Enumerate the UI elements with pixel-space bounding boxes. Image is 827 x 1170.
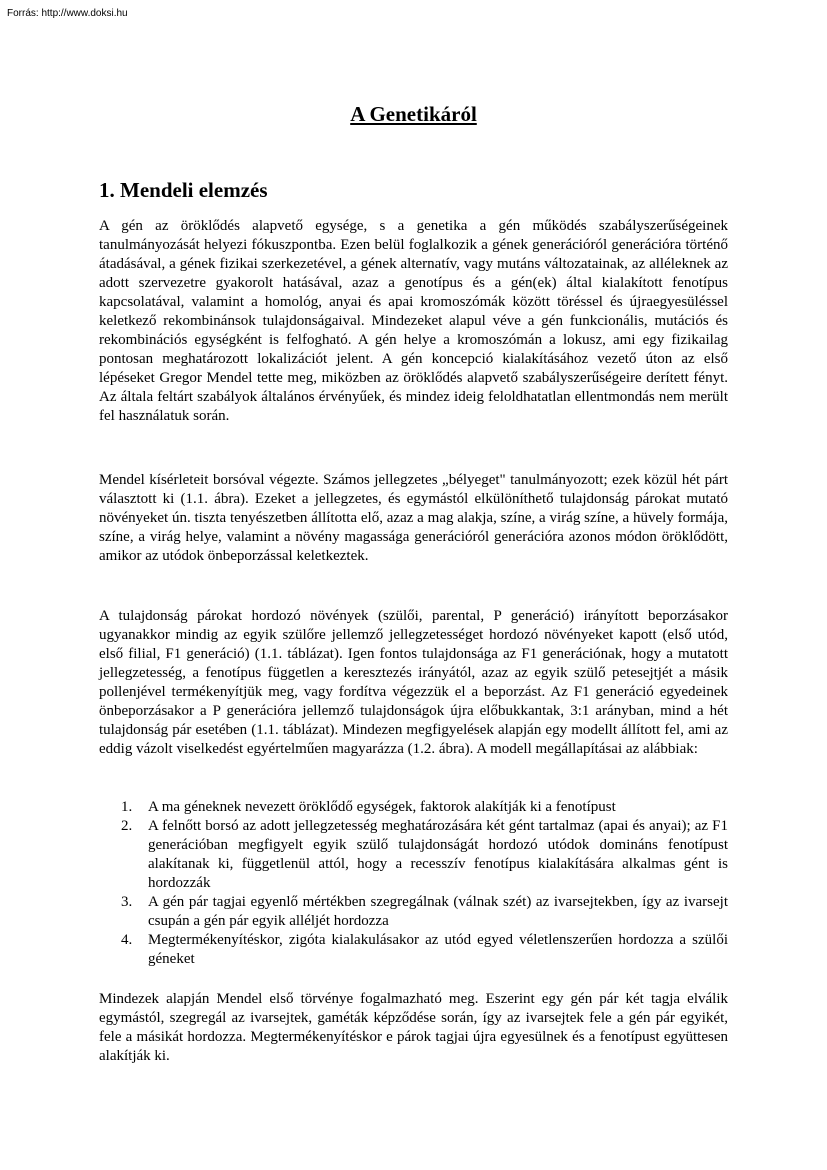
list-item xyxy=(99,817,728,893)
model-statements-list xyxy=(99,798,728,969)
list-item-text: A gén pár tagjai egyenlő mértékben szegregálnak (válnak szét) az ivarsejtekben, így az ivarsejt csupán a gén pár egyik alléljét hordozza xyxy=(148,894,728,929)
list-item xyxy=(99,893,728,931)
list-item xyxy=(99,798,728,817)
page-title: A Genetikáról xyxy=(350,102,477,126)
list-item-number: 2. xyxy=(121,818,133,834)
paragraph-experiments: Mendel kísérleteit borsóval végezte. Számos jellegzetes „bélyeget" tanulmányozott; ezek közül hét párt választott ki (1.1. ábra). Ezeket a jellegzetes, és egymástól elkülöníthető tulajdonság párokat mutató növényeket ún. tiszta tenyészetben állította elő, azaz a mag alakja, színe, a virág színe, a hüvely formája, színe, a virág helye, valamint a növény magassága generációról generációra azonos módon öröklődött, amikor az utódok önbeporzással keletkeztek. xyxy=(99,472,728,564)
paragraph-intro: A gén az öröklődés alapvető egysége, s a genetika a gén működés szabályszerűségeinek tanulmányozását helyezi fókuszpontba. Ezen belül foglalkozik a gének generációról generációra történő átadásával, a gének fizikai szerkezetével, a gének alternatív, vagy mutáns változatainak, az alléleknek az adott szervezetre gyakorolt hatásával, azaz a genotípus és a gén(ek) által kialakított fenotípus kapcsolatával, valamint a homológ, anyai és apai kromoszómák között töréssel és újraegyesüléssel keletkező rekombinánsok tulajdonságaival. Mindezeket alapul véve a gén funkcionális, mutációs és rekombinációs egységként is felfogható. A gén helye a kromoszómán a lokusz, ami egy fizikailag pontosan meghatározott lokalizációt jelent. A gén koncepció kialakításához vezető úton az első lépéseket Gregor Mendel tette meg, miközben az öröklődés alapvető szabályszerűségeire derített fényt. Az általa feltárt szabályok általános érvényűek, és mindez ideig feloldhatatlan ellentmondás nem merült fel használatuk során. xyxy=(99,218,728,424)
list-item-number: 4. xyxy=(121,932,133,948)
paragraph-first-law: Mindezek alapján Mendel első törvénye fogalmazható meg. Eszerint egy gén pár két tagja elválik egymástól, szegregál az ivarsejtek, gaméták képződése során, így az ivarsejtek fele a gén pár egyikét, fele a másikát hordozza. Megtermékenyítéskor e párok tagjai újra egyesülnek és a fenotípust együttesen alakítják ki. xyxy=(99,991,728,1064)
list-item-number: 1. xyxy=(121,799,133,815)
list-item xyxy=(99,931,728,969)
section-heading: 1. Mendeli elemzés xyxy=(99,178,268,202)
source-credit: Forrás: http://www.doksi.hu xyxy=(7,8,128,19)
list-item-number: 3. xyxy=(121,894,133,910)
list-item-text: Megtermékenyítéskor, zigóta kialakulásakor az utód egyed véletlenszerűen hordozza a szülői géneket xyxy=(148,932,728,967)
list-item-text: A ma géneknek nevezett öröklődő egységek, faktorok alakítják ki a fenotípust xyxy=(148,799,616,815)
list-item-text: A felnőtt borsó az adott jellegzetesség meghatározására két gént tartalmaz (apai és anyai); az F1 generációban megfigyelt egyik szülő tulajdonságát hordozó utódok domináns fenotípust alakítanak ki, függetlenül attól, hogy a recesszív fenotípus kialakítására alkalmas gént is hordozzák xyxy=(148,818,728,891)
paragraph-model: A tulajdonság párokat hordozó növények (szülői, parental, P generáció) irányított beporzásakor ugyanakkor mindig az egyik szülőre jellemző jellegzetességet hordozó növényeket kapott (első utód, első filial, F1 generáció) (1.1. táblázat). Igen fontos tulajdonsága az F1 generációnak, hogy a mutatott jellegzetesség, a fenotípus független a keresztezés irányától, azaz az egyik szülő petesejtjét a másik pollenjével termékenyítjük meg, vagy fordítva végezzük el a beporzást. Az F1 generáció egyedeinek önbeporzásakor a P generációra jellemző tulajdonságok újra előbukkantak, 3:1 arányban, mind a hét tulajdonság pár esetében (1.1. táblázat). Mindezen megfigyelések alapján egy modellt állított fel, ami az eddig vázolt viselkedést egyértelműen magyarázza (1.2. ábra). A modell megállapításai az alábbiak: xyxy=(99,608,728,757)
